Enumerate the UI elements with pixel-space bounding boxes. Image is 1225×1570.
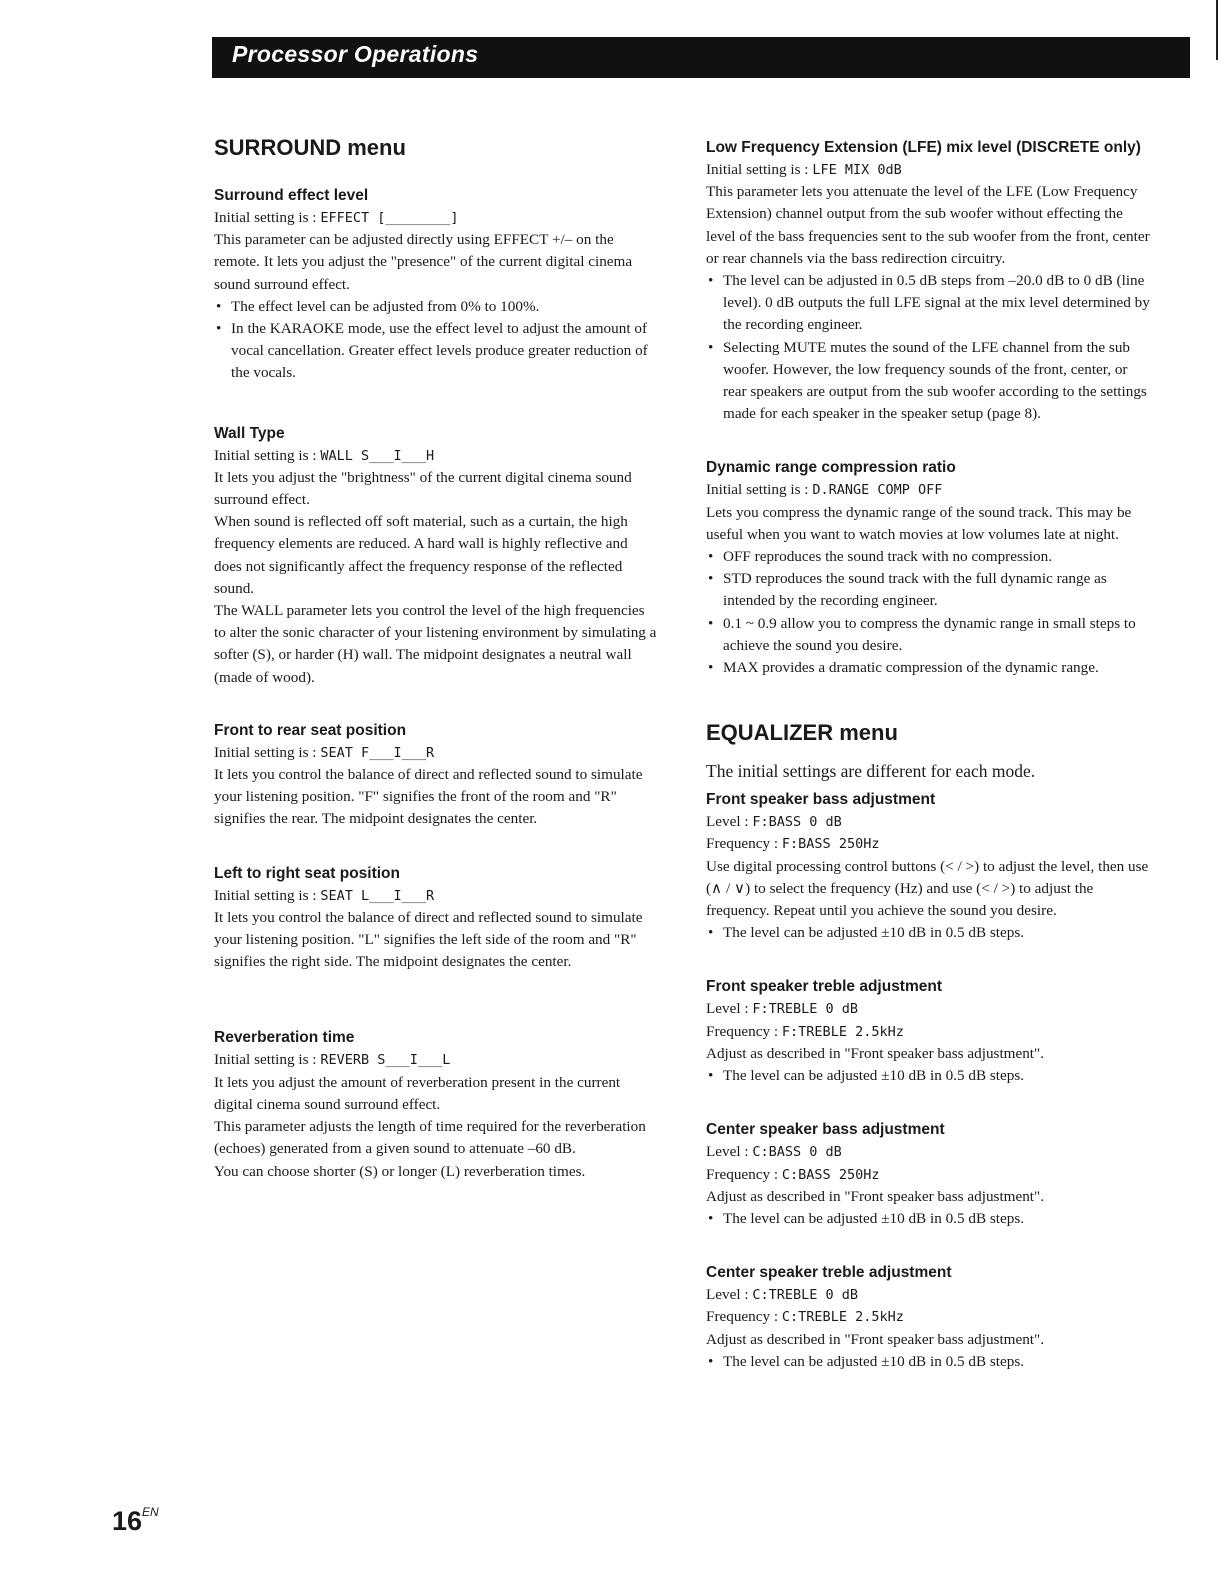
center-treble-frequency	[706, 1306, 1151, 1328]
equalizer-menu-heading: EQUALIZER menu	[706, 720, 898, 746]
wall-type-p2: When sound is reflected off soft material, such as a curtain, the high frequency elements are reduced. A hard wall is highly reflective and does not significantly affect the frequency response of the reflected sound.	[214, 513, 628, 597]
lfe-body: This parameter lets you attenuate the level of the LFE (Low Frequency Extension) channel output from the sub woofer without effecting the level of the bass frequencies sent to the sub woofer from the front, center or rear channels via the bass redirection circuitry.	[706, 183, 1150, 267]
surround-effect-initial	[214, 207, 659, 229]
front-treble-frequency	[706, 1021, 1151, 1043]
frequency-value: C:BASS 250Hz	[781, 1166, 880, 1183]
list-item: • The level can be adjusted ±10 dB in 0.5 dB steps.	[706, 922, 1151, 944]
surround-menu-heading: SURROUND menu	[214, 135, 406, 160]
list-item: • MAX provides a dramatic compression of the dynamic range.	[706, 657, 1151, 679]
front-bass-frequency	[706, 833, 1151, 855]
wall-type-title: Wall Type	[214, 424, 285, 442]
lfe-bullets	[706, 270, 1151, 425]
center-bass-level	[706, 1141, 1151, 1163]
surround-effect-bullets	[214, 296, 659, 385]
drc-initial	[706, 479, 1151, 501]
initial-value: WALL S___I___H	[320, 447, 435, 464]
reverb-p3: You can choose shorter (S) or longer (L) reverberation times.	[214, 1162, 586, 1180]
level-prefix: Level :	[706, 813, 753, 831]
page-number-suffix: EN	[142, 1505, 159, 1519]
initial-value: EFFECT [________]	[320, 210, 459, 226]
center-bass-bullets	[706, 1208, 1151, 1230]
level-value: F:TREBLE 0 dB	[752, 1001, 859, 1018]
center-treble-section	[706, 1262, 1151, 1373]
center-bass-frequency	[706, 1164, 1151, 1186]
lfe-title: Low Frequency Extension (LFE) mix level (DISCRETE only)	[706, 139, 1141, 156]
center-treble-level	[706, 1284, 1151, 1306]
frequency-value: C:TREBLE 2.5kHz	[781, 1309, 904, 1326]
initial-value: LFE MIX 0dB	[812, 162, 902, 178]
reverb-p2: This parameter adjusts the length of time required for the reverberation (echoes) generated from a given sound to attenuate –60 dB.	[214, 1118, 646, 1158]
front-treble-title: Front speaker treble adjustment	[706, 978, 943, 996]
front-bass-title: Front speaker bass adjustment	[706, 791, 936, 809]
drc-body: Lets you compress the dynamic range of the sound track. This may be useful when you want to watch movies at low volumes late at night.	[706, 503, 1132, 543]
surround-effect-body: This parameter can be adjusted directly using EFFECT +/– on the remote. It lets you adjust the "presence" of the current digital cinema sound surround effect.	[214, 231, 633, 293]
left-right-section	[214, 863, 659, 974]
reverb-p1: It lets you adjust the amount of reverberation present in the current digital cinema sound surround effect.	[214, 1073, 621, 1113]
level-value: C:BASS 0 dB	[752, 1144, 842, 1161]
center-bass-body: Adjust as described in "Front speaker bass adjustment".	[706, 1187, 1045, 1205]
initial-value: SEAT L___I___R	[320, 887, 435, 904]
section-header-bar	[212, 37, 1190, 78]
front-rear-body: It lets you control the balance of direct and reflected sound to simulate your listening position. "F" signifies the front of the room and "R" signifies the rear. The midpoint designates the center.	[214, 766, 643, 828]
initial-prefix: Initial setting is :	[214, 446, 321, 464]
front-treble-body: Adjust as described in "Front speaker bass adjustment".	[706, 1044, 1045, 1062]
left-right-initial	[214, 885, 659, 907]
initial-prefix: Initial setting is :	[214, 743, 321, 761]
list-item: • The level can be adjusted ±10 dB in 0.5 dB steps.	[706, 1351, 1151, 1373]
initial-prefix: Initial setting is :	[706, 481, 813, 499]
initial-prefix: Initial setting is :	[214, 886, 321, 904]
page-number	[112, 1506, 159, 1537]
equalizer-intro: The initial settings are different for each mode.	[706, 761, 1036, 782]
level-prefix: Level :	[706, 1000, 753, 1018]
list-item: • The level can be adjusted in 0.5 dB steps from –20.0 dB to 0 dB (line level). 0 dB outputs the full LFE signal at the mix level determined by the recording engineer.	[706, 270, 1151, 337]
drc-title: Dynamic range compression ratio	[706, 459, 956, 477]
equalizer-section	[706, 719, 1151, 1373]
list-item: • OFF reproduces the sound track with no compression.	[706, 546, 1151, 568]
section-header-title: Processor Operations	[232, 41, 479, 67]
lfe-section	[706, 137, 1151, 425]
center-bass-section	[706, 1119, 1151, 1230]
list-item: • Selecting MUTE mutes the sound of the LFE channel from the sub woofer. However, the low frequency sounds of the front, center, or rear speakers are output from the sub woofer according to the settings made for each speaker in the speaker setup (page 8).	[706, 337, 1151, 426]
initial-value: D.RANGE COMP OFF	[812, 482, 943, 499]
initial-prefix: Initial setting is :	[706, 161, 813, 178]
front-bass-body: Use digital processing control buttons (< / >) to adjust the level, then use (∧ / ∨) to select the frequency (Hz) and use (< / >) to adjust the frequency. Repeat until you achieve the sound you desire.	[706, 857, 1149, 920]
list-item: • The effect level can be adjusted from 0% to 100%.	[214, 296, 659, 318]
page-number-value: 16	[112, 1506, 143, 1536]
initial-prefix: Initial setting is :	[214, 1051, 321, 1069]
front-rear-section	[214, 720, 659, 831]
center-bass-title: Center speaker bass adjustment	[706, 1121, 945, 1139]
reverb-initial	[214, 1049, 659, 1071]
page-edge-line	[1216, 0, 1218, 60]
wall-type-p1: It lets you adjust the "brightness" of the current digital cinema sound surround effect.	[214, 468, 632, 509]
drc-bullets	[706, 546, 1151, 679]
list-item: • The level can be adjusted ±10 dB in 0.5 dB steps.	[706, 1065, 1151, 1087]
left-right-body: It lets you control the balance of direct and reflected sound to simulate your listening position. "L" signifies the left side of the room and "R" signifies the right side. The midpoint designates the center.	[214, 908, 643, 971]
reverb-section	[214, 1027, 659, 1182]
front-bass-section	[706, 789, 1151, 944]
frequency-prefix: Frequency :	[706, 1308, 782, 1326]
left-right-title: Left to right seat position	[214, 864, 400, 882]
center-treble-title: Center speaker treble adjustment	[706, 1264, 952, 1282]
front-rear-title: Front to rear seat position	[214, 721, 407, 739]
level-prefix: Level :	[706, 1143, 753, 1161]
list-item: • 0.1 ~ 0.9 allow you to compress the dynamic range in small steps to achieve the sound you desire.	[706, 613, 1151, 657]
list-item: • STD reproduces the sound track with the full dynamic range as intended by the recording engineer.	[706, 568, 1151, 612]
frequency-value: F:TREBLE 2.5kHz	[781, 1023, 904, 1040]
surround-effect-section	[214, 185, 659, 385]
reverb-title: Reverberation time	[214, 1029, 355, 1047]
front-treble-level	[706, 998, 1151, 1020]
front-treble-section	[706, 976, 1151, 1087]
frequency-value: F:BASS 250Hz	[781, 836, 880, 853]
front-bass-bullets	[706, 922, 1151, 944]
frequency-prefix: Frequency :	[706, 1165, 782, 1183]
initial-value: SEAT F___I___R	[320, 744, 435, 761]
drc-section	[706, 457, 1151, 679]
wall-type-initial	[214, 445, 659, 467]
initial-prefix: Initial setting is :	[214, 209, 321, 226]
center-treble-body: Adjust as described in "Front speaker bass adjustment".	[706, 1330, 1045, 1348]
level-value: C:TREBLE 0 dB	[752, 1287, 859, 1304]
front-bass-level	[706, 811, 1151, 833]
left-column	[214, 130, 659, 1183]
list-item: • In the KARAOKE mode, use the effect level to adjust the amount of vocal cancellation. Greater effect levels produce greater reduction of the vocals.	[214, 318, 659, 385]
list-item: • The level can be adjusted ±10 dB in 0.5 dB steps.	[706, 1208, 1151, 1230]
lfe-initial	[706, 159, 1151, 181]
level-value: F:BASS 0 dB	[752, 814, 842, 831]
center-treble-bullets	[706, 1351, 1151, 1373]
front-treble-bullets	[706, 1065, 1151, 1087]
wall-type-section	[214, 423, 659, 689]
frequency-prefix: Frequency :	[706, 1022, 782, 1040]
frequency-prefix: Frequency :	[706, 835, 782, 853]
right-column	[706, 130, 1151, 1373]
surround-effect-title: Surround effect level	[214, 187, 369, 204]
initial-value: REVERB S___I___L	[320, 1052, 451, 1069]
wall-type-p3: The WALL parameter lets you control the level of the high frequencies to alter the sonic character of your listening environment by simulating a softer (S), or harder (H) wall. The midpoint designates a neutral wall (made of wood).	[214, 602, 657, 686]
front-rear-initial	[214, 742, 659, 764]
level-prefix: Level :	[706, 1286, 753, 1304]
